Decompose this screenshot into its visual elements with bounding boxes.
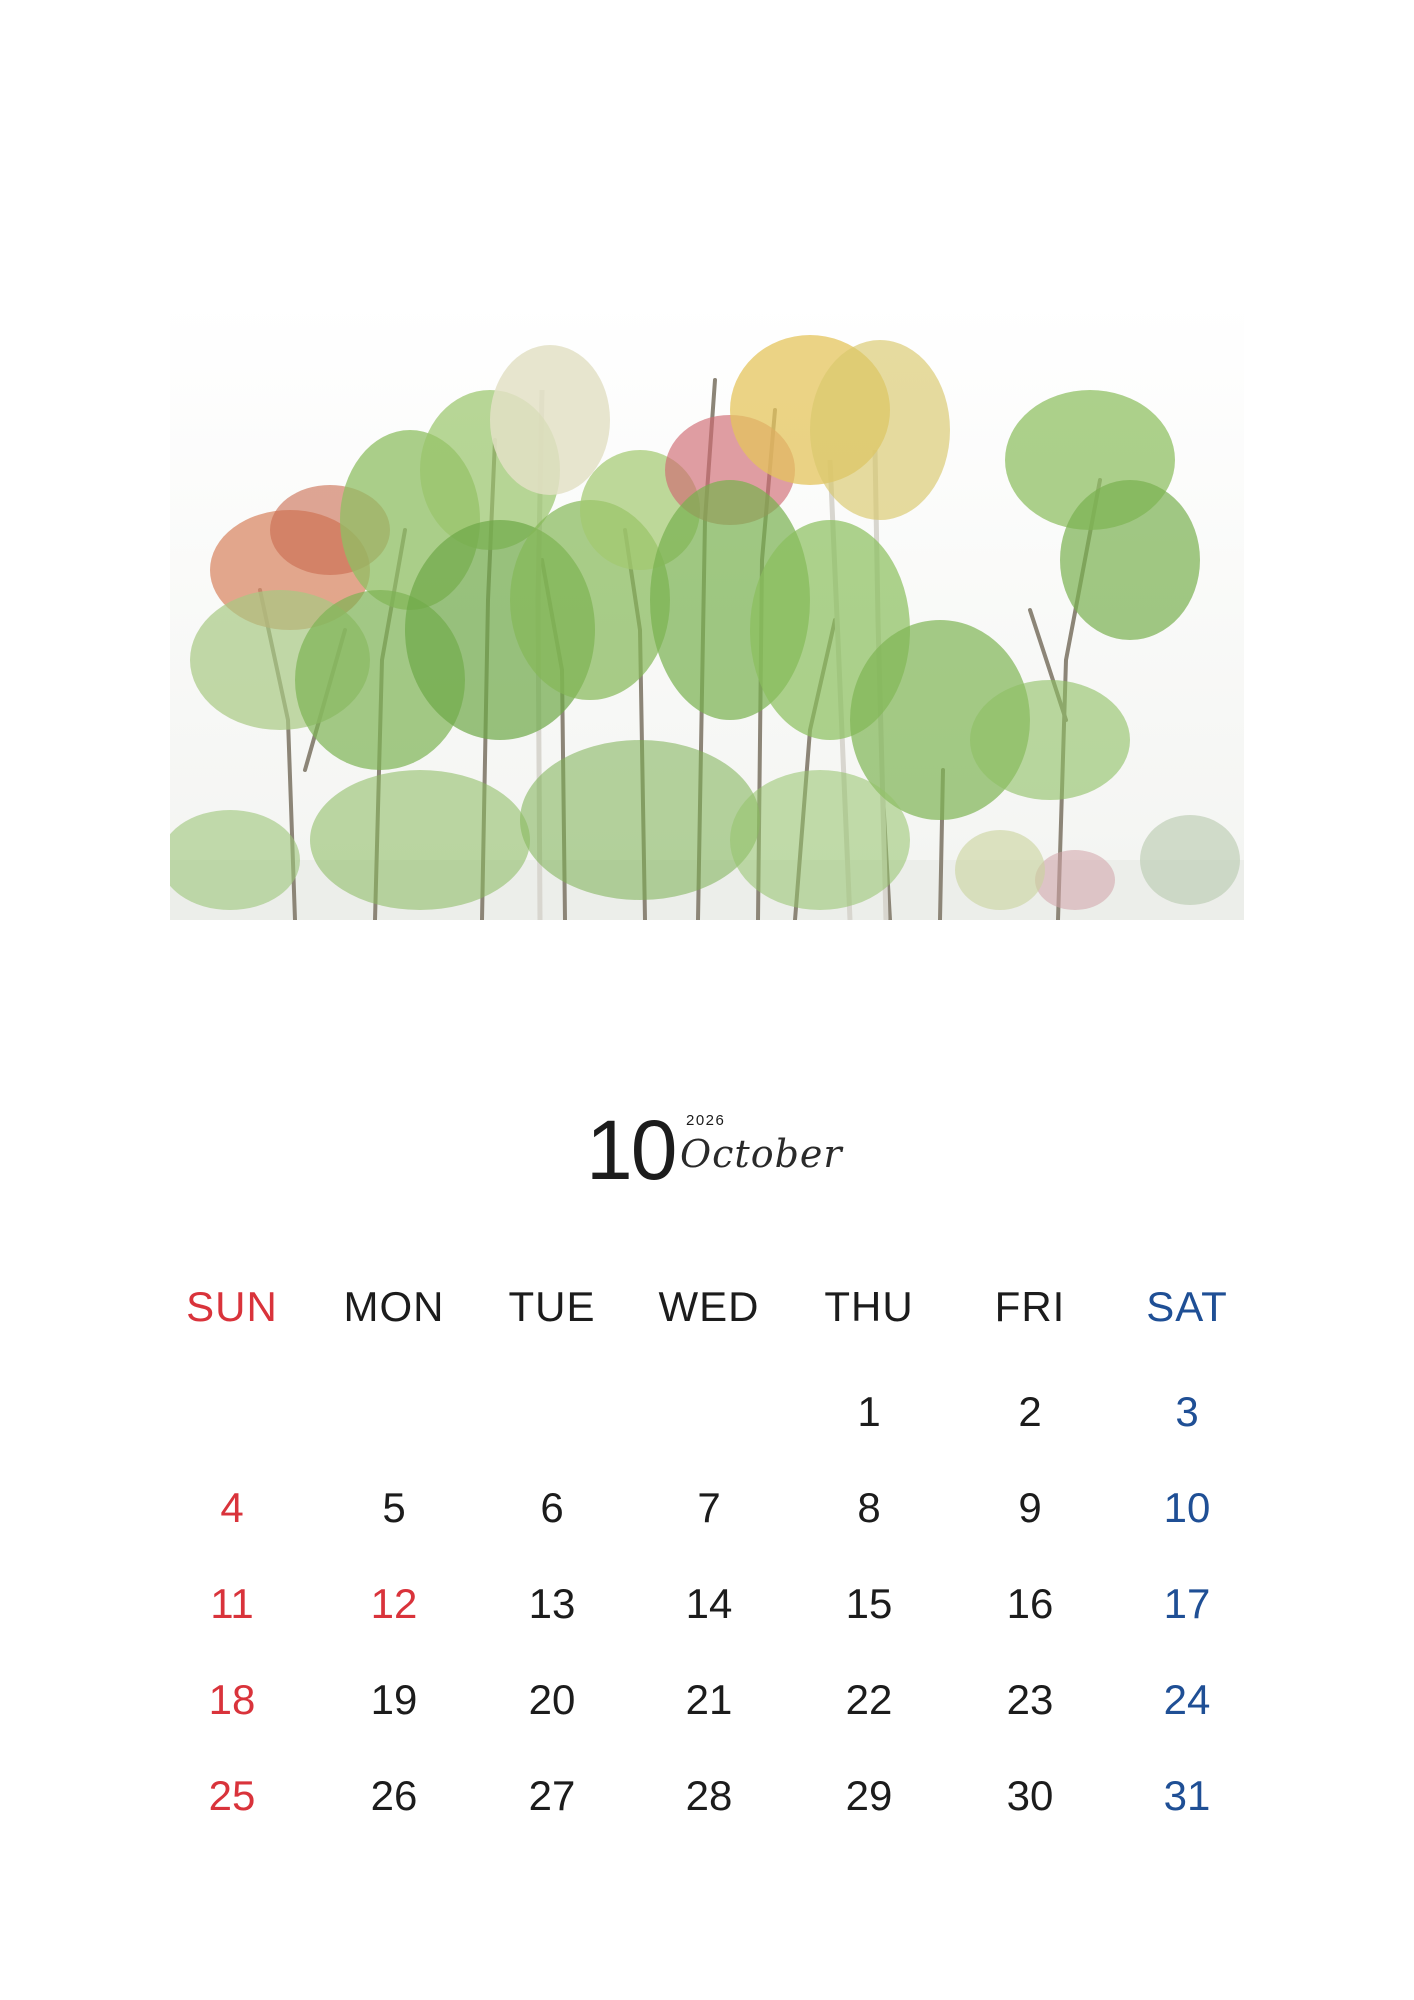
weekday-thu: THU bbox=[824, 1283, 914, 1330]
day-cell: 5 bbox=[382, 1484, 406, 1531]
weekday-sun: SUN bbox=[186, 1283, 278, 1330]
day-cell: 29 bbox=[845, 1772, 893, 1819]
trees-icon bbox=[170, 300, 1244, 920]
day-cell: 19 bbox=[370, 1676, 418, 1723]
month-name: October bbox=[680, 1132, 843, 1176]
day-cell: 3 bbox=[1175, 1388, 1199, 1435]
day-cell: 21 bbox=[685, 1676, 733, 1723]
day-cell: 6 bbox=[540, 1484, 564, 1531]
day-cell: 31 bbox=[1163, 1772, 1211, 1819]
day-cell: 20 bbox=[528, 1676, 576, 1723]
week-row bbox=[150, 1652, 1264, 1748]
day-cell bbox=[150, 1364, 314, 1460]
day-cell: 1 bbox=[857, 1388, 881, 1435]
week-row bbox=[150, 1460, 1264, 1556]
day-cell bbox=[630, 1364, 788, 1460]
day-cell: 13 bbox=[528, 1580, 576, 1627]
month-number: 10 bbox=[586, 1103, 676, 1197]
day-cell: 23 bbox=[1006, 1676, 1054, 1723]
trees-photo bbox=[170, 300, 1244, 920]
day-cell: 8 bbox=[857, 1484, 881, 1531]
day-cell: 18 bbox=[208, 1676, 256, 1723]
day-cell: 30 bbox=[1006, 1772, 1054, 1819]
weekday-header-row bbox=[150, 1262, 1264, 1352]
week-row bbox=[150, 1748, 1264, 1844]
year-label: 2026 bbox=[686, 1112, 726, 1129]
week-row bbox=[150, 1556, 1264, 1652]
day-cell bbox=[474, 1364, 630, 1460]
day-cell: 26 bbox=[370, 1772, 418, 1819]
day-cell: 4 bbox=[220, 1484, 244, 1531]
month-header bbox=[0, 1100, 1414, 1210]
day-cell: 10 bbox=[1163, 1484, 1211, 1531]
day-cell: 22 bbox=[845, 1676, 893, 1723]
holiday-day-cell: 12 bbox=[370, 1580, 418, 1627]
day-cell: 17 bbox=[1163, 1580, 1211, 1627]
day-cell bbox=[314, 1364, 474, 1460]
weekday-sat: SAT bbox=[1146, 1283, 1228, 1330]
day-cell: 14 bbox=[685, 1580, 733, 1627]
day-cell: 7 bbox=[697, 1484, 721, 1531]
day-cell: 15 bbox=[845, 1580, 893, 1627]
day-cell: 16 bbox=[1006, 1580, 1054, 1627]
day-cell: 25 bbox=[208, 1772, 256, 1819]
day-cell: 11 bbox=[210, 1580, 254, 1627]
day-cell: 27 bbox=[528, 1772, 576, 1819]
calendar-grid bbox=[150, 1262, 1264, 1844]
day-cell: 2 bbox=[1018, 1388, 1042, 1435]
day-cell: 9 bbox=[1018, 1484, 1042, 1531]
day-cell: 24 bbox=[1163, 1676, 1211, 1723]
weekday-fri: FRI bbox=[994, 1283, 1066, 1330]
day-cell: 28 bbox=[685, 1772, 733, 1819]
weekday-tue: TUE bbox=[508, 1283, 596, 1330]
week-row bbox=[150, 1364, 1264, 1460]
weekday-wed: WED bbox=[658, 1283, 760, 1330]
weekday-mon: MON bbox=[343, 1283, 445, 1330]
